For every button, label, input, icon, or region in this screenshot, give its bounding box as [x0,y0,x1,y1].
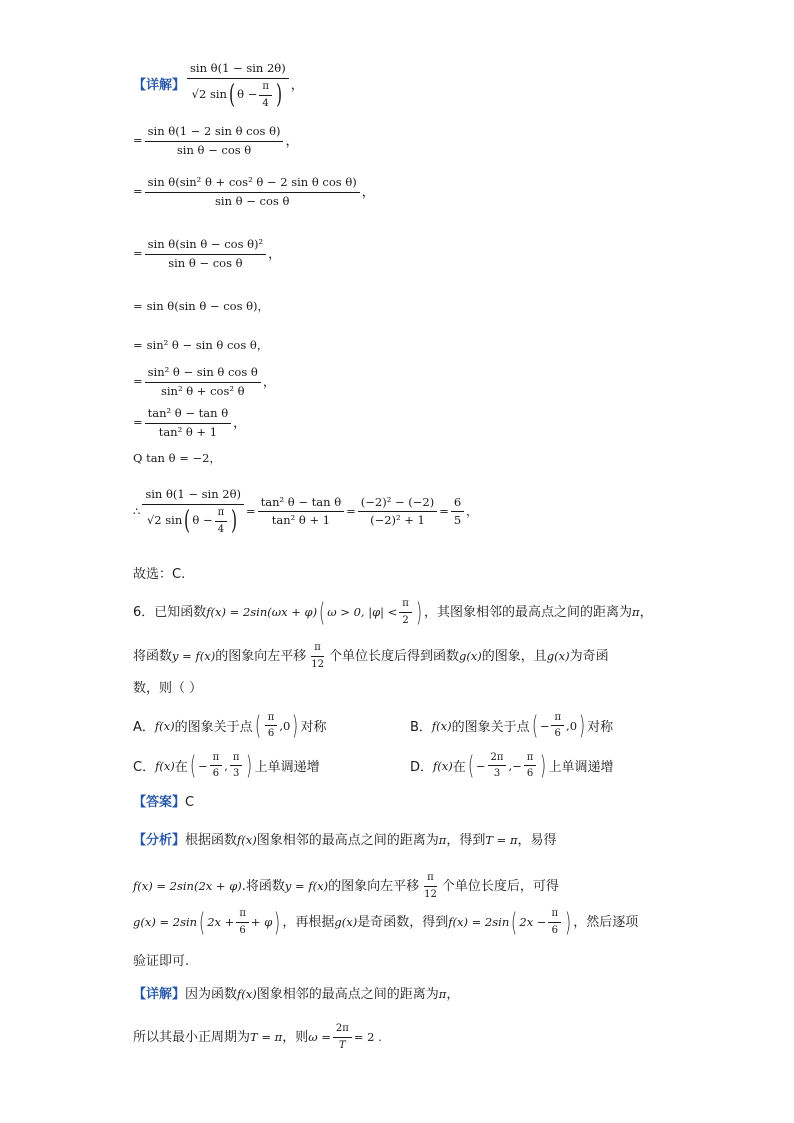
detail-label: 【详解】 [133,78,186,94]
solution-step-1: = $\frac{\text{sin θ(1 − 2 sin θ cos θ)}}{\text{sin θ − cos θ}}$ ， [133,124,299,157]
solution-step-7: = $\frac{\text{tan² θ − tan θ}}{\text{tan² θ + 1}}$ ， [133,406,247,439]
solution-step-9: ∴ sin θ(1 − sin 2θ) √2 sin ( θ − $\frac{\pi}{4}$ ) = $\frac{\text{tan² θ − tan θ}}{\text{tan² θ + 1}}$ = $\frac{\text{(−2)² − (−2)}}{\text{(−2)² + 1}}$ = $\frac{6}{5}$ ， [133,487,478,537]
analysis-label: 【分析】 [133,833,186,848]
problem-6-line-3: 数，则（ ） [133,681,203,696]
answer-label: 【答案】 [133,795,186,810]
solution-step-5: = sin² θ − sin θ cos θ ， [133,338,269,352]
step0-fraction: sin θ(1 − sin 2θ) √2 sin ( θ − $\frac{\pi}{4}$ ) [187,62,289,110]
detail2-line-2: 所以其最小正周期为 T = π ，则 ω = $\frac{2\pi}{T}$ = 2 . [133,1023,382,1051]
answer-line: 【答案】 C [133,795,195,810]
option-c: C． f(x) 在 ( − $\frac{\pi}{6}$ , $\frac{\pi}{3}$ ) 上单调递增 [133,750,320,781]
detail2-label: 【详解】 [133,987,186,1002]
detail2-line-1: 【详解】 因为函数 f(x) 图象相邻的最高点之间的距离为 π ， [133,986,460,1002]
solution-step-8: Q tan θ = −2 ， [133,451,221,465]
problem-6-line-1: 6．已知函数 f(x) = 2sin(ωx + φ) ( ω > 0, |φ| < $\frac{\pi}{2}$ ) ，其图象相邻的最高点之间的距离为 π ， [133,597,653,628]
analysis-line-4: 验证即可. [133,954,190,969]
analysis-line-1: 【分析】 根据函数 f(x) 图象相邻的最高点之间的距离为 π ，得到 T = π ，易得 [133,832,557,848]
option-a: A． f(x) 的图象关于点 ( $\frac{\pi}{6}$ , 0 ) 对称 [133,710,327,741]
analysis-line-3: g(x) = 2sin ( 2x + $\frac{\pi}{6}$ + φ ) ，再根据 g(x) 是奇函数，得到 f(x) = 2sin ( 2x − $\frac{\pi}{6}$ ) ，然后逐项 [133,907,639,938]
solution-step-4: = sin θ(sin θ − cos θ) ， [133,299,270,313]
solution-step-0: 【详解】 sin θ(1 − sin 2θ) √2 sin ( θ − $\frac{\pi}{4}$ ) ， [133,61,304,111]
solution-step-3: = $\frac{\text{sin θ(sin θ − cos θ)²}}{\text{sin θ − cos θ}}$ ， [133,237,282,270]
solution-step-6: = $\frac{\text{sin² θ − sin θ cos θ}}{\text{sin² θ + cos² θ}}$ ， [133,365,276,398]
analysis-line-2: f(x) = 2sin(2x + φ) .将函数 y = f(x) 的图象向左平移 $\frac{\pi}{12}$ 个单位长度后，可得 [133,872,559,900]
option-b: B． f(x) 的图象关于点 ( − $\frac{\pi}{6}$ , 0 ) 对称 [410,710,614,741]
answer-choice-line: 故选：C. [133,567,186,582]
option-d: D． f(x) 在 ( − $\frac{2\pi}{3}$ , − $\frac{\pi}{6}$ ) 上单调递增 [410,750,614,781]
problem-6-line-2: 将函数 y = f(x) 的图象向左平移 $\frac{\pi}{12}$ 个单位长度后得到函数 g(x) 的图象，且 g(x) 为奇函 [133,642,609,670]
solution-step-2: = $\frac{\text{sin θ(sin² θ + cos² θ − 2 sin θ cos θ)}}{\text{sin θ − cos θ}}$ ， [133,175,375,208]
